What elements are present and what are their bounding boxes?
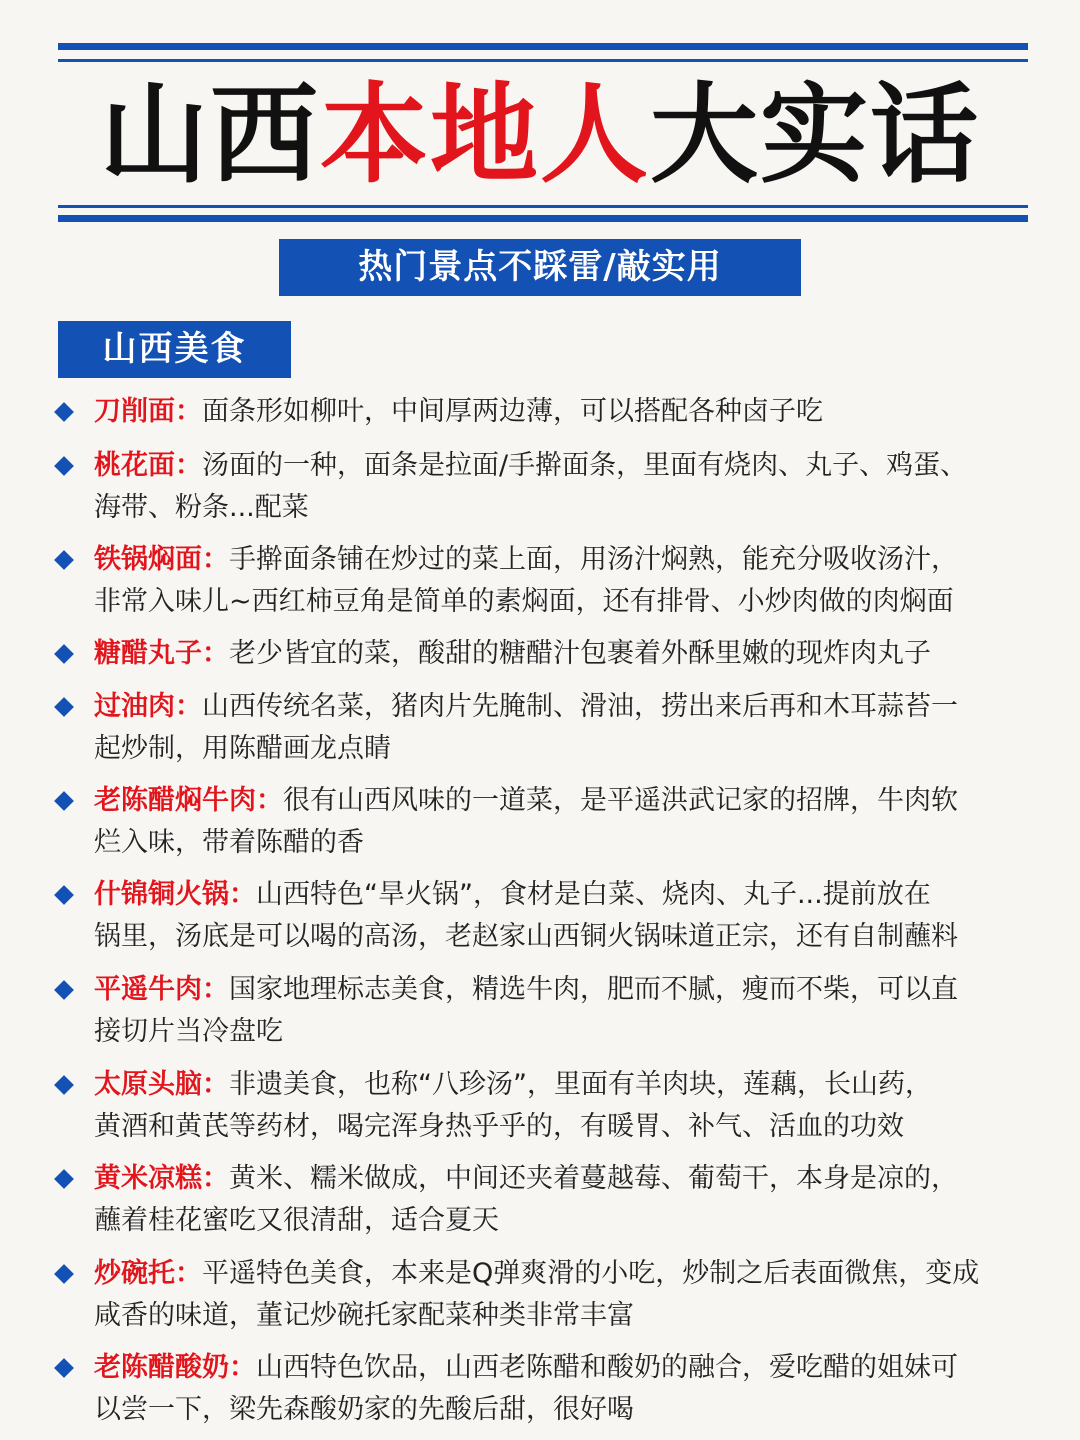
diamond-icon: [54, 456, 74, 476]
diamond-icon: [54, 1358, 74, 1378]
dish-name: 平遥牛肉：: [94, 974, 229, 1005]
dish-description-line: 非遗美食，也称“八珍汤”，里面有羊肉块，莲藕，长山药，: [229, 1069, 932, 1100]
dish-description-line: 海带、粉条...配菜: [94, 492, 309, 523]
dish-description-line: 平遥特色美食，本来是Q弹爽滑的小吃，炒制之后表面微焦，变成: [202, 1258, 980, 1289]
dish-description-line: 非常入味儿~西红柿豆角是简单的素焖面，还有排骨、小炒肉做的肉焖面: [94, 586, 954, 617]
page-title-part-2: 大实话: [650, 73, 981, 198]
diamond-icon: [54, 697, 74, 717]
list-item-text: [94, 686, 1038, 770]
dish-description-line: 黄酒和黄芪等药材，喝完浑身热乎乎的，有暖胃、补气、活血的功效: [94, 1111, 904, 1142]
list-item-text: [94, 633, 1038, 675]
dish-name: 过油肉：: [94, 691, 202, 722]
dish-description-line: 蘸着桂花蜜吃又很清甜，适合夏天: [94, 1205, 499, 1236]
dish-name: 黄米凉糕：: [94, 1163, 229, 1194]
dish-name: 炒碗托：: [94, 1258, 202, 1289]
subtitle-banner: 热门景点不踩雷/敲实用: [279, 239, 801, 296]
diamond-icon: [54, 1169, 74, 1189]
diamond-icon: [54, 644, 74, 664]
page-title-highlight: 本地人: [319, 73, 650, 198]
dish-name: 老陈醋焖牛肉：: [94, 785, 283, 816]
section-label: 山西美食: [58, 321, 291, 378]
dish-description-line: 山西传统名菜，猪肉片先腌制、滑油，捞出来后再和木耳蒜苔一: [202, 691, 958, 722]
page-title-part-1: 山西: [99, 73, 320, 198]
dish-name: 糖醋丸子：: [94, 638, 229, 669]
list-item-text: [94, 445, 1038, 529]
dish-name: 老陈醋酸奶：: [94, 1352, 256, 1383]
diamond-icon: [54, 980, 74, 1000]
list-item-text: [94, 1158, 1038, 1242]
dish-description-line: 很有山西风味的一道菜，是平遥洪武记家的招牌，牛肉软: [283, 785, 958, 816]
diamond-icon: [54, 550, 74, 570]
dish-description-line: 锅里，汤底是可以喝的高汤，老赵家山西铜火锅味道正宗，还有自制蘸料: [94, 921, 958, 952]
dish-name: 什锦铜火锅：: [94, 879, 256, 910]
dish-description-line: 接切片当冷盘吃: [94, 1016, 283, 1047]
dish-description-line: 山西特色“旱火锅”，食材是白菜、烧肉、丸子...提前放在: [256, 879, 931, 910]
diamond-icon: [54, 402, 74, 422]
list-item-text: [94, 391, 1038, 433]
diamond-icon: [54, 1075, 74, 1095]
dish-description-line: 烂入味，带着陈醋的香: [94, 827, 364, 858]
dish-description-line: 黄米、糯米做成，中间还夹着蔓越莓、葡萄干，本身是凉的，: [229, 1163, 958, 1194]
dish-name: 桃花面：: [94, 450, 202, 481]
list-item-text: [94, 780, 1038, 864]
list-item-text: [94, 969, 1038, 1053]
list-item-text: [94, 539, 1038, 623]
list-item-text: [94, 1064, 1038, 1148]
diamond-icon: [54, 791, 74, 811]
dish-description-line: 山西特色饮品，山西老陈醋和酸奶的融合，爱吃醋的姐妹可: [256, 1352, 958, 1383]
diamond-icon: [54, 1264, 74, 1284]
dish-name: 刀削面：: [94, 396, 202, 427]
dish-description-line: 手擀面条铺在炒过的菜上面，用汤汁焖熟，能充分吸收汤汁，: [229, 544, 958, 575]
dish-description-line: 起炒制，用陈醋画龙点睛: [94, 733, 391, 764]
list-item-text: [94, 874, 1038, 958]
dish-description-line: 以尝一下，梁先森酸奶家的先酸后甜，很好喝: [94, 1394, 634, 1425]
dish-name: 铁锅焖面：: [94, 544, 229, 575]
dish-description-line: 老少皆宜的菜，酸甜的糖醋汁包裹着外酥里嫩的现炸肉丸子: [229, 638, 931, 669]
dish-name: 太原头脑：: [94, 1069, 229, 1100]
dish-description-line: 面条形如柳叶，中间厚两边薄，可以搭配各种卤子吃: [202, 396, 823, 427]
dish-description-line: 咸香的味道，董记炒碗托家配菜种类非常丰富: [94, 1300, 634, 1331]
list-item-text: [94, 1347, 1038, 1431]
diamond-icon: [54, 885, 74, 905]
list-item-text: [94, 1253, 1038, 1337]
dish-description-line: 国家地理标志美食，精选牛肉，肥而不腻，瘦而不柴，可以直: [229, 974, 958, 1005]
dish-description-line: 汤面的一种，面条是拉面/手擀面条，里面有烧肉、丸子、鸡蛋、: [202, 450, 968, 481]
